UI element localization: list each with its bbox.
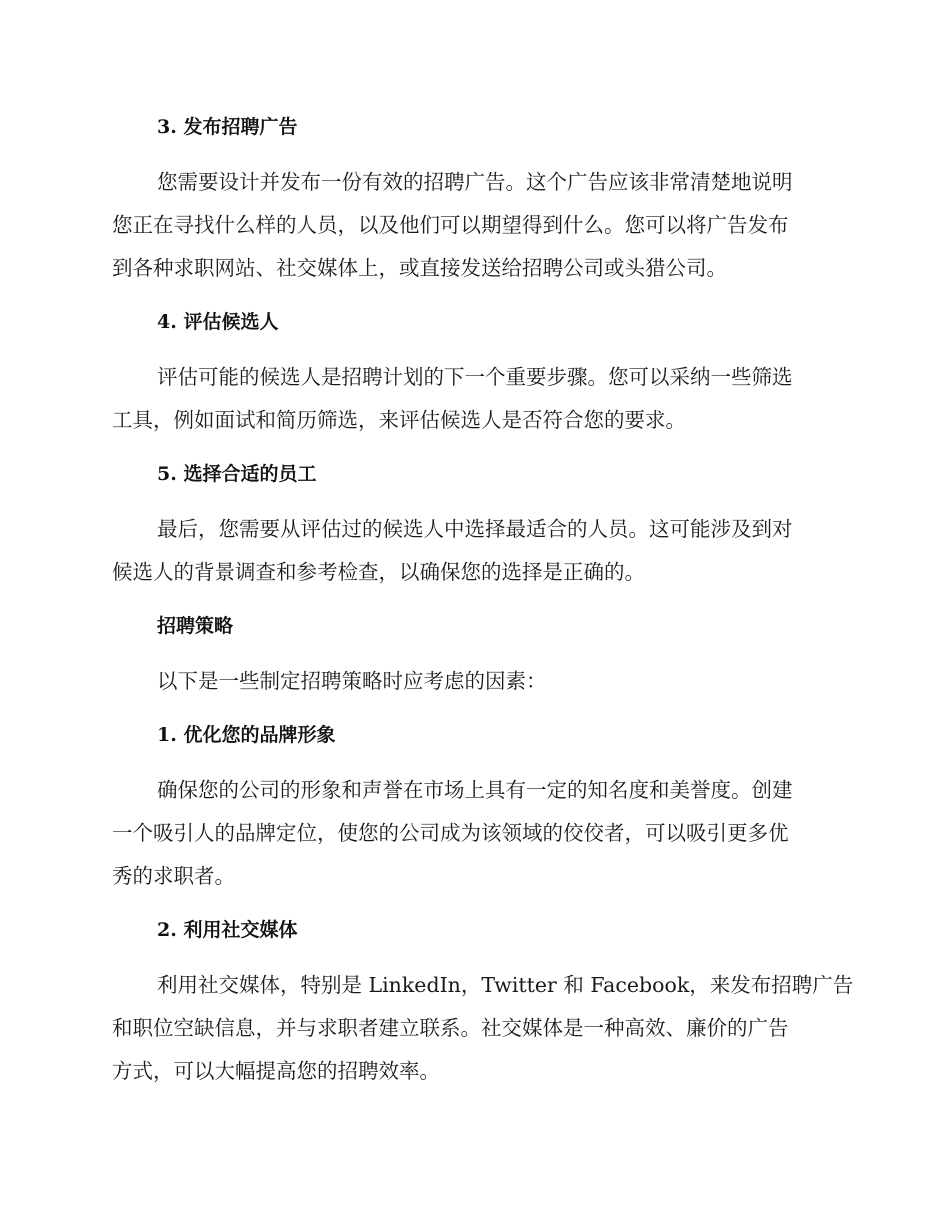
paragraph-line: 一个吸引人的品牌定位，使您的公司成为该领域的佼佼者，可以吸引更多优 [112, 821, 789, 845]
section-heading-select-employee: 5. 选择合适的员工 [157, 463, 317, 485]
paragraph-line: 候选人的背景调查和参考检查，以确保您的选择是正确的。 [112, 560, 645, 584]
paragraph-line: 方式，可以大幅提高您的招聘效率。 [112, 1059, 440, 1083]
paragraph-line: 以下是一些制定招聘策略时应考虑的因素： [157, 669, 547, 693]
paragraph-line: 和职位空缺信息，并与求职者建立联系。社交媒体是一种高效、廉价的广告 [112, 1016, 789, 1040]
paragraph-line: 评估可能的候选人是招聘计划的下一个重要步骤。您可以采纳一些筛选 [157, 365, 793, 389]
paragraph-line: 到各种求职网站、社交媒体上，或直接发送给招聘公司或头猎公司。 [112, 256, 727, 280]
paragraph-line: 工具，例如面试和简历筛选，来评估候选人是否符合您的要求。 [112, 408, 686, 432]
paragraph-line: 最后，您需要从评估过的候选人中选择最适合的人员。这可能涉及到对 [157, 517, 793, 541]
section-heading-recruiting-strategy: 招聘策略 [157, 615, 234, 637]
section-heading-evaluate-candidates: 4. 评估候选人 [157, 311, 279, 333]
paragraph-line: 确保您的公司的形象和声誉在市场上具有一定的知名度和美誉度。创建 [157, 778, 793, 802]
paragraph-line: 您需要设计并发布一份有效的招聘广告。这个广告应该非常清楚地说明 [157, 170, 793, 194]
paragraph-line: 秀的求职者。 [112, 864, 235, 888]
section-heading-social-media: 2. 利用社交媒体 [157, 919, 298, 941]
section-heading-post-job-ad: 3. 发布招聘广告 [157, 116, 298, 138]
paragraph-line: 您正在寻找什么样的人员，以及他们可以期望得到什么。您可以将广告发布 [112, 213, 789, 237]
section-heading-brand-image: 1. 优化您的品牌形象 [157, 724, 336, 746]
paragraph-line: 利用社交媒体，特别是 LinkedIn，Twitter 和 Facebook，来发布招聘广告 [157, 973, 854, 997]
